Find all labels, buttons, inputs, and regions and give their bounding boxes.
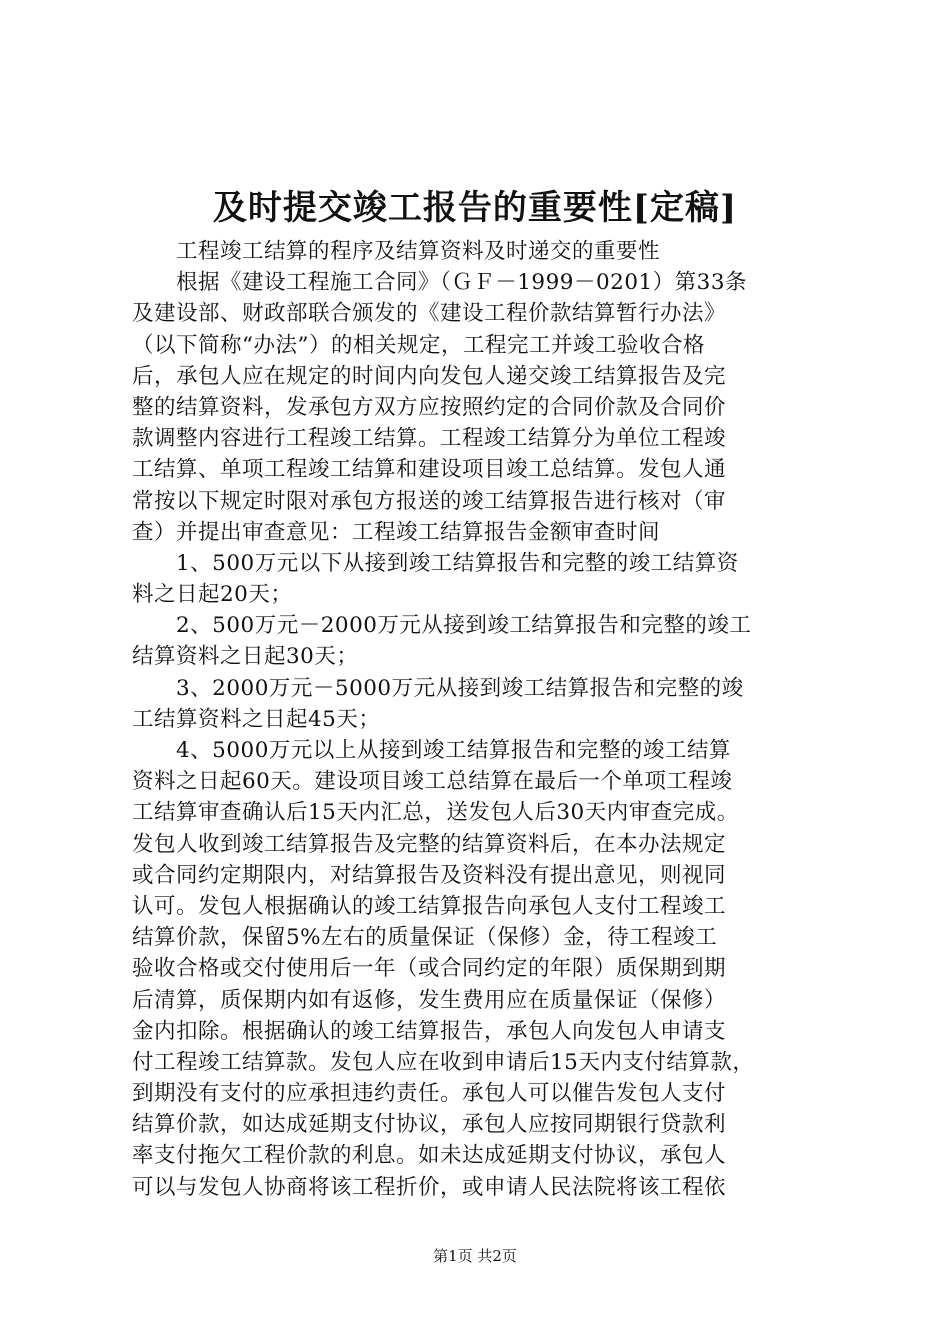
body-line: 付工程竣工结算款。发包人应在收到申请后15天内支付结算款， bbox=[132, 1049, 755, 1075]
body-line: 后，承包人应在规定的时间内向发包人递交竣工结算报告及完 bbox=[132, 363, 727, 389]
body-line: 后清算，质保期内如有返修，发生费用应在质量保证（保修） bbox=[132, 987, 727, 1013]
body-line: 款调整内容进行工程竣工结算。工程竣工结算分为单位工程竣 bbox=[132, 426, 727, 452]
body-line: 工结算审查确认后15天内汇总，送发包人后30天内审查完成。 bbox=[132, 800, 739, 826]
document-body bbox=[132, 236, 832, 1203]
body-line: 2、500万元－2000万元从接到竣工结算报告和完整的竣工 bbox=[132, 613, 752, 639]
body-line: 结算价款，如达成延期支付协议，承包人应按同期银行贷款利 bbox=[132, 1112, 727, 1138]
body-line: （以下简称“办法”）的相关规定，工程完工并竣工验收合格 bbox=[132, 332, 705, 358]
body-line: 常按以下规定时限对承包方报送的竣工结算报告进行核对（审 bbox=[132, 488, 727, 514]
body-line: 或合同约定期限内，对结算报告及资料没有提出意见，则视同 bbox=[132, 862, 727, 888]
body-line: 工程竣工结算的程序及结算资料及时递交的重要性 bbox=[132, 239, 661, 264]
body-line: 工结算资料之日起45天； bbox=[132, 706, 381, 732]
body-line: 工结算、单项工程竣工结算和建设项目竣工总结算。发包人通 bbox=[132, 457, 727, 483]
body-line: 到期没有支付的应承担违约责任。承包人可以催告发包人支付 bbox=[132, 1081, 727, 1107]
body-line: 及建设部、财政部联合颁发的《建设工程价款结算暂行办法》 bbox=[132, 301, 727, 327]
document-title: 及时提交竣工报告的重要性[定稿] bbox=[212, 188, 738, 228]
body-line: 金内扣除。根据确认的竣工结算报告，承包人向发包人申请支 bbox=[132, 1018, 727, 1044]
body-line: 3、2000万元－5000万元从接到竣工结算报告和完整的竣 bbox=[132, 675, 744, 701]
body-line: 结算价款，保留5%左右的质量保证（保修）金，待工程竣工 bbox=[132, 925, 718, 951]
page-footer: 第1页 共2页 bbox=[433, 1247, 517, 1265]
body-line: 资料之日起60天。建设项目竣工总结算在最后一个单项工程竣 bbox=[132, 769, 733, 795]
body-line: 结算资料之日起30天； bbox=[132, 644, 359, 670]
body-line: 查）并提出审查意见：工程竣工结算报告金额审查时间 bbox=[132, 519, 661, 545]
body-line: 1、500万元以下从接到竣工结算报告和完整的竣工结算资 bbox=[132, 550, 739, 576]
body-line: 4、5000万元以上从接到竣工结算报告和完整的竣工结算 bbox=[132, 738, 731, 763]
body-line: 根据《建设工程施工合同》（ＧＦ－1999－0201）第33条 bbox=[132, 270, 748, 296]
body-line: 料之日起20天； bbox=[132, 582, 293, 608]
body-line: 整的结算资料，发承包方双方应按照约定的合同价款及合同价 bbox=[132, 394, 727, 420]
body-line: 可以与发包人协商将该工程折价，或申请人民法院将该工程依 bbox=[132, 1174, 727, 1200]
body-line: 率支付拖欠工程价款的利息。如未达成延期支付协议，承包人 bbox=[132, 1143, 727, 1169]
body-line: 验收合格或交付使用后一年（或合同约定的年限）质保期到期 bbox=[132, 956, 727, 982]
body-line: 发包人收到竣工结算报告及完整的结算资料后，在本办法规定 bbox=[132, 831, 727, 857]
body-line: 认可。发包人根据确认的竣工结算报告向承包人支付工程竣工 bbox=[132, 893, 727, 919]
